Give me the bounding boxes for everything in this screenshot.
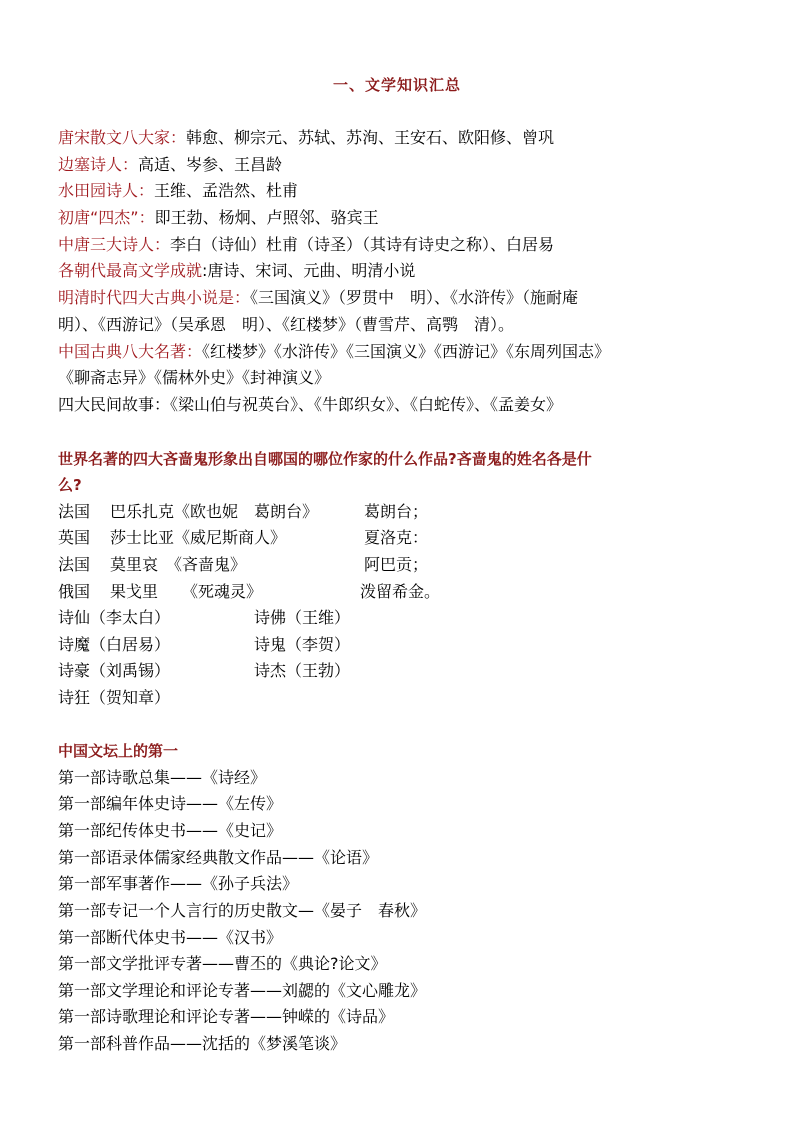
section-heading-misers: 世界名著的四大吝啬鬼形象出自哪国的哪位作家的什么作品?吝啬鬼的姓名各是什 xyxy=(58,450,592,468)
item-label: 中唐三大诗人： xyxy=(58,235,171,254)
poet-row xyxy=(58,608,378,628)
first-item: 第一部科普作品——沈括的《梦溪笔谈》 xyxy=(58,1034,347,1053)
list-item xyxy=(58,181,298,201)
item-label: 各朝代最高文学成就 xyxy=(58,261,203,280)
first-item: 第一部诗歌总集——《诗经》 xyxy=(58,768,267,787)
miser-name: 葛朗台； xyxy=(364,502,429,521)
item-text: 高适、岑参、王昌龄 xyxy=(138,155,283,174)
miser-row xyxy=(58,555,478,575)
list-item xyxy=(58,342,610,362)
miser-name: 泼留希金。 xyxy=(360,582,441,601)
miser-country: 法国 xyxy=(58,502,91,521)
item-text: 韩愈、柳宗元、苏轼、苏洵、王安石、欧阳修、曾巩 xyxy=(186,128,555,147)
page-title: 一、文学知识汇总 xyxy=(332,76,461,94)
miser-name: 阿巴贡； xyxy=(364,555,429,574)
miser-author-work: 莫里哀 《吝啬鬼》 xyxy=(110,555,247,574)
list-item xyxy=(58,288,578,308)
poet-right: 诗杰（王勃） xyxy=(254,661,351,680)
item-label: 初唐“四杰”： xyxy=(58,208,155,227)
miser-row xyxy=(58,528,478,548)
section-heading-misers-cont: 么? xyxy=(58,476,82,494)
item-label: 水田园诗人： xyxy=(58,181,155,200)
poet-row xyxy=(58,635,378,655)
item-text: 王维、孟浩然、杜甫 xyxy=(154,181,299,200)
item-text: 明）、《西游记》（吴承恩 明）、《红楼梦》（曹雪芹、高鹗 清）。 xyxy=(58,315,515,334)
first-item: 第一部文学理论和评论专著——刘勰的《文心雕龙》 xyxy=(58,981,427,1000)
item-text: 《三国演义》（罗贯中 明）、《水浒传》（施耐庵 xyxy=(250,288,579,307)
miser-author-work: 莎士比亚《威尼斯商人》 xyxy=(110,528,287,547)
item-text: 李白（诗仙）杜甫（诗圣）（其诗有诗史之称）、白居易 xyxy=(170,235,555,254)
poet-left: 诗狂（贺知章） xyxy=(58,688,171,707)
item-label: 中国古典八大名著： xyxy=(58,342,203,361)
list-item xyxy=(58,261,415,281)
first-item: 第一部语录体儒家经典散文作品——《论语》 xyxy=(58,848,379,867)
miser-author-work: 巴乐扎克《欧也妮 葛朗台》 xyxy=(110,502,319,521)
item-text: 《聊斋志异》《儒林外史》《封神演义》 xyxy=(58,368,331,387)
poet-left: 诗魔（白居易） xyxy=(58,635,171,654)
item-label: 边塞诗人： xyxy=(58,155,139,174)
miser-country: 俄国 xyxy=(58,582,91,601)
miser-row xyxy=(58,502,478,522)
first-item: 第一部断代体史书——《汉书》 xyxy=(58,928,283,947)
item-text: 四大民间故事：《梁山伯与祝英台》、《牛郎织女》、《白蛇传》、《孟姜女》 xyxy=(58,395,563,414)
poet-right: 诗佛（王维） xyxy=(254,608,351,627)
miser-name: 夏洛克： xyxy=(364,528,429,547)
item-text: 即王勃、杨炯、卢照邻、骆宾王 xyxy=(154,208,379,227)
list-item xyxy=(58,235,554,255)
miser-row xyxy=(58,582,478,602)
list-item xyxy=(58,128,554,148)
first-item: 第一部纪传体史书——《史记》 xyxy=(58,821,283,840)
poet-row xyxy=(58,661,378,681)
miser-author-work: 果戈里 《死魂灵》 xyxy=(110,582,263,601)
poet-left: 诗豪（刘禹锡） xyxy=(58,661,171,680)
first-item: 第一部编年体史诗——《左传》 xyxy=(58,794,283,813)
item-text: :唐诗、宋词、元曲、明清小说 xyxy=(202,261,416,280)
poet-right: 诗鬼（李贺） xyxy=(254,635,351,654)
miser-country: 法国 xyxy=(58,555,91,574)
first-item: 第一部军事著作——《孙子兵法》 xyxy=(58,874,299,893)
miser-country: 英国 xyxy=(58,528,91,547)
list-item xyxy=(58,155,282,175)
item-label: 唐宋散文八大家： xyxy=(58,128,187,147)
first-item: 第一部专记一个人言行的历史散文—《晏子 春秋》 xyxy=(58,901,427,920)
list-item xyxy=(58,208,379,228)
section-heading-firsts: 中国文坛上的第一 xyxy=(58,742,179,760)
item-text: 《红楼梦》《水浒传》《三国演义》《西游记》《东周列国志》 xyxy=(202,342,611,361)
poet-row xyxy=(58,688,378,708)
poet-left: 诗仙（李太白） xyxy=(58,608,171,627)
first-item: 第一部诗歌理论和评论专著——钟嵘的《诗品》 xyxy=(58,1007,395,1026)
list-item-continued xyxy=(58,368,330,388)
list-item xyxy=(58,395,562,415)
item-label: 明清时代四大古典小说是： xyxy=(58,288,251,307)
list-item-continued xyxy=(58,315,514,335)
first-item: 第一部文学批评专著——曹丕的《典论?论文》 xyxy=(58,954,387,973)
